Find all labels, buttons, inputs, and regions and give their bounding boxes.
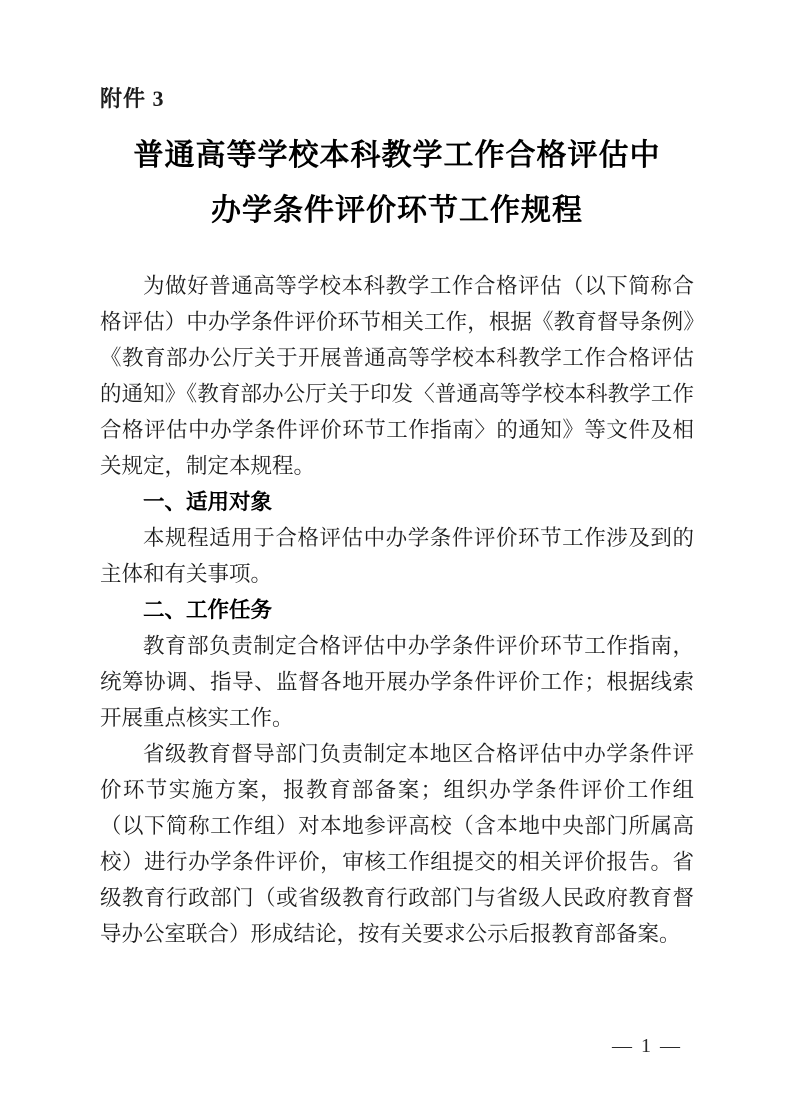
body-paragraph-0: 为做好普通高等学校本科教学工作合格评估（以下简称合格评估）中办学条件评价环节相关工作，根据《教育督导条例》《教育部办公厅关于开展普通高等学校本科教学工作合格评估的通知》《教育部办公厅关于印发〈普通高等学校本科教学工作合格评估中办学条件评价环节工作指南〉的通知》等文件及相关规定，制定本规程。 bbox=[100, 274, 694, 478]
body-paragraph-4: 教育部负责制定合格评估中办学条件评价环节工作指南，统筹协调、指导、监督各地开展办学条件评价工作；根据线索开展重点核实工作。 bbox=[100, 634, 694, 730]
section-heading-3: 二、工作任务 bbox=[143, 598, 273, 622]
body-paragraph-5: 省级教育督导部门负责制定本地区合格评估中办学条件评价环节实施方案，报教育部备案；组织办学条件评价工作组（以下简称工作组）对本地参评高校（含本地中央部门所属高校）进行办学条件评价，审核工作组提交的相关评价报告。省级教育行政部门（或省级教育行政部门与省级人民政府教育督导办公室联合）形成结论，按有关要求公示后报教育部备案。 bbox=[100, 742, 694, 946]
section-heading-1: 一、适用对象 bbox=[143, 490, 273, 514]
document-title-line-2: 办学条件评价环节工作规程 bbox=[211, 194, 583, 227]
document-title-line-1: 普通高等学校本科教学工作合格评估中 bbox=[133, 139, 661, 172]
attachment-label: 附件 3 bbox=[100, 86, 165, 111]
document-title bbox=[100, 128, 694, 238]
page-number: — 1 — bbox=[612, 1035, 682, 1057]
body-paragraph-2: 本规程适用于合格评估中办学条件评价环节工作涉及到的主体和有关事项。 bbox=[100, 526, 694, 586]
document-body bbox=[100, 268, 694, 952]
